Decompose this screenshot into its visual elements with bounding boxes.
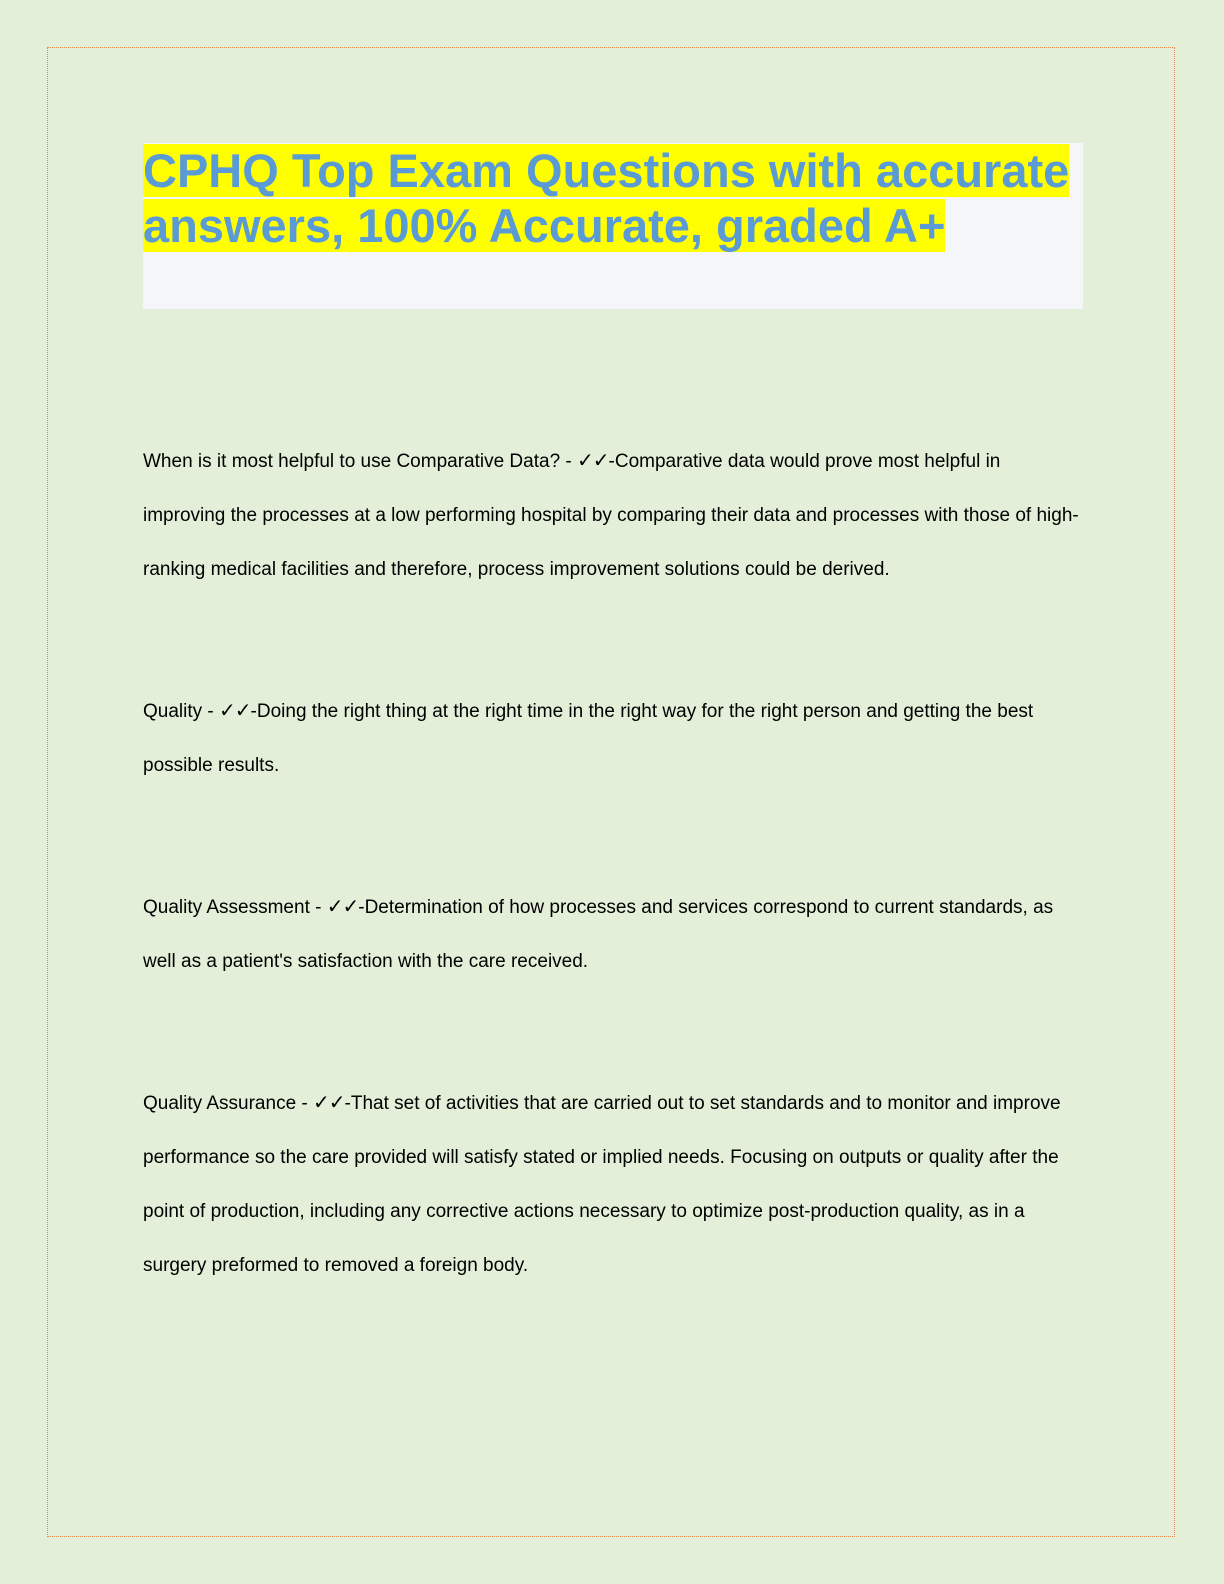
entry-term: Quality Assessment - — [143, 897, 327, 918]
double-check-icon: ✓✓ — [219, 698, 251, 722]
entry-definition: -That set of activities that are carried out to set standards and to monitor and improve performance so the care provided will satisfy stated or implied needs. Focusing on outputs or quality after the point of production, including any corrective actions necessary to optimize post-production quality, as in a surgery preformed to removed a foreign body. — [143, 1093, 1061, 1276]
title-highlight: CPHQ Top Exam Questions with accurate answers, 100% Accurate, graded A+ — [143, 144, 1070, 252]
entry-term: Quality Assurance - — [143, 1093, 314, 1114]
entry-quality — [143, 683, 1083, 793]
document-title — [143, 143, 1083, 253]
double-check-icon: ✓✓ — [313, 1090, 345, 1114]
entry-definition: -Comparative data would prove most helpful in improving the processes at a low performing hospital by comparing their data and processes with those of high-ranking medical facilities and therefore, process improvement solutions could be derived. — [143, 451, 1079, 580]
entry-definition: -Doing the right thing at the right time in the right way for the right person and getting the best possible results. — [143, 701, 1034, 776]
title-box — [143, 143, 1083, 309]
entry-term: Quality - — [143, 701, 220, 722]
entry-comparative-data — [143, 433, 1083, 597]
entry-definition: -Determination of how processes and services correspond to current standards, as well as a patient's satisfaction with the care received. — [143, 897, 1054, 972]
double-check-icon: ✓✓ — [577, 448, 609, 472]
entry-quality-assurance — [143, 1075, 1083, 1293]
double-check-icon: ✓✓ — [326, 894, 359, 918]
entry-quality-assessment — [143, 879, 1083, 989]
entry-term: When is it most helpful to use Comparative Data? - — [143, 451, 578, 472]
